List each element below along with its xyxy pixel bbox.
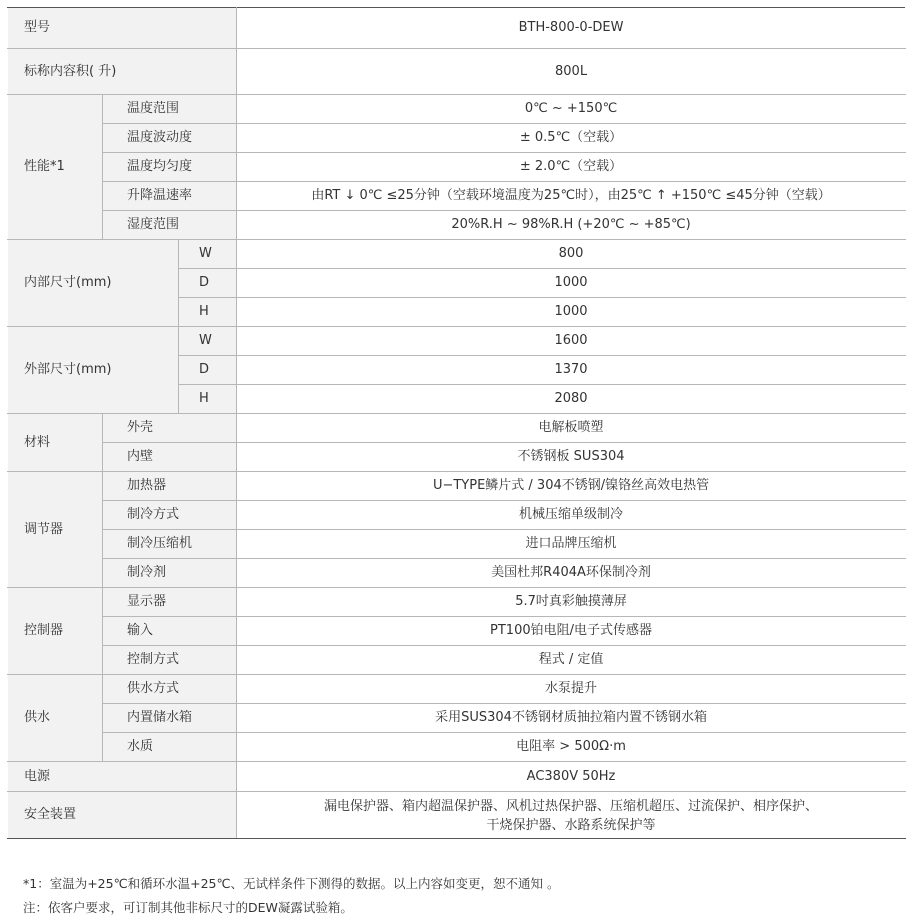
row-regulator-1 bbox=[8, 472, 906, 501]
controller-item-label: 输入 bbox=[103, 617, 237, 646]
inner-size-dim-label: H bbox=[179, 298, 237, 327]
water-supply-item-label: 内置储水箱 bbox=[103, 704, 237, 733]
model-label: 型号 bbox=[8, 8, 237, 49]
controller-item-value: 程式 / 定值 bbox=[237, 646, 906, 675]
regulator-item-value: U−TYPE鳞片式 / 304不锈钢/镍铬丝高效电热管 bbox=[237, 472, 906, 501]
footnote-2: 注：依客户要求，可订制其他非标尺寸的DEW凝露试验箱。 bbox=[23, 900, 353, 915]
regulator-item-label: 制冷剂 bbox=[103, 559, 237, 588]
row-water-3 bbox=[8, 733, 906, 762]
row-controller-1 bbox=[8, 588, 906, 617]
performance-item-value: ± 0.5℃（空载） bbox=[237, 124, 906, 153]
regulator-item-value: 美国杜邦R404A环保制冷剂 bbox=[237, 559, 906, 588]
performance-label: 性能*1 bbox=[8, 95, 103, 240]
safety-label: 安全装置 bbox=[8, 792, 237, 839]
regulator-item-label: 制冷方式 bbox=[103, 501, 237, 530]
inner-size-dim-label: D bbox=[179, 269, 237, 298]
outer-size-dim-value: 1370 bbox=[237, 356, 906, 385]
controller-item-label: 控制方式 bbox=[103, 646, 237, 675]
controller-item-label: 显示器 bbox=[103, 588, 237, 617]
performance-item-value: 由RT ↓ 0℃ ≤25分钟（空载环境温度为25℃时），由25℃ ↑ +150℃ ≤45分钟（空载） bbox=[237, 182, 906, 211]
inner-size-dim-value: 1000 bbox=[237, 298, 906, 327]
material-item-value: 不锈钢板 SUS304 bbox=[237, 443, 906, 472]
water-supply-item-value: 水泵提升 bbox=[237, 675, 906, 704]
inner-size-label: 内部尺寸(mm) bbox=[8, 240, 179, 327]
water-supply-item-label: 水质 bbox=[103, 733, 237, 762]
performance-item-label: 温度范围 bbox=[103, 95, 237, 124]
outer-size-dim-label: D bbox=[179, 356, 237, 385]
row-power bbox=[8, 762, 906, 792]
material-item-label: 内壁 bbox=[103, 443, 237, 472]
safety-value bbox=[237, 792, 906, 839]
model-value: BTH-800-0-DEW bbox=[237, 8, 906, 49]
power-value: AC380V 50Hz bbox=[237, 762, 906, 792]
material-item-label: 外壳 bbox=[103, 414, 237, 443]
regulator-item-value: 进口品牌压缩机 bbox=[237, 530, 906, 559]
performance-item-value: 20%R.H ~ 98%R.H (+20℃ ~ +85℃) bbox=[237, 211, 906, 240]
performance-item-value: 0℃ ~ +150℃ bbox=[237, 95, 906, 124]
material-label: 材料 bbox=[8, 414, 103, 472]
safety-value-line-2: 干烧保护器、水路系统保护等 bbox=[486, 818, 656, 833]
capacity-value: 800L bbox=[237, 49, 906, 95]
row-outer-w bbox=[8, 327, 906, 356]
row-capacity bbox=[8, 49, 906, 95]
outer-size-dim-label: H bbox=[179, 385, 237, 414]
row-controller-3 bbox=[8, 646, 906, 675]
performance-item-label: 湿度范围 bbox=[103, 211, 237, 240]
outer-size-dim-value: 2080 bbox=[237, 385, 906, 414]
outer-size-label: 外部尺寸(mm) bbox=[8, 327, 179, 414]
row-regulator-2 bbox=[8, 501, 906, 530]
row-controller-2 bbox=[8, 617, 906, 646]
row-material-2 bbox=[8, 443, 906, 472]
performance-item-label: 升降温速率 bbox=[103, 182, 237, 211]
performance-item-label: 温度波动度 bbox=[103, 124, 237, 153]
safety-value-line-1: 漏电保护器、箱内超温保护器、风机过热保护器、压缩机超压、过流保护、相序保护、 bbox=[324, 799, 819, 814]
outer-size-dim-value: 1600 bbox=[237, 327, 906, 356]
footnote-1: *1：室温为+25℃和循环水温+25℃、无试样条件下测得的数据。以上内容如变更，恕不通知 。 bbox=[23, 876, 560, 891]
row-performance-1 bbox=[8, 95, 906, 124]
spec-table bbox=[7, 7, 906, 839]
power-label: 电源 bbox=[8, 762, 237, 792]
row-performance-5 bbox=[8, 211, 906, 240]
row-water-2 bbox=[8, 704, 906, 733]
outer-size-dim-label: W bbox=[179, 327, 237, 356]
controller-item-value: PT100铂电阻/电子式传感器 bbox=[237, 617, 906, 646]
row-inner-w bbox=[8, 240, 906, 269]
regulator-label: 调节器 bbox=[8, 472, 103, 588]
water-supply-item-value: 采用SUS304不锈钢材质抽拉箱内置不锈钢水箱 bbox=[237, 704, 906, 733]
controller-item-value: 5.7吋真彩触摸薄屏 bbox=[237, 588, 906, 617]
water-supply-label: 供水 bbox=[8, 675, 103, 762]
regulator-item-label: 制冷压缩机 bbox=[103, 530, 237, 559]
controller-label: 控制器 bbox=[8, 588, 103, 675]
row-performance-2 bbox=[8, 124, 906, 153]
row-regulator-4 bbox=[8, 559, 906, 588]
row-safety bbox=[8, 792, 906, 839]
capacity-label: 标称内容积( 升) bbox=[8, 49, 237, 95]
inner-size-dim-value: 1000 bbox=[237, 269, 906, 298]
row-performance-4 bbox=[8, 182, 906, 211]
regulator-item-value: 机械压缩单级制冷 bbox=[237, 501, 906, 530]
water-supply-item-value: 电阻率 > 500Ω·m bbox=[237, 733, 906, 762]
inner-size-dim-label: W bbox=[179, 240, 237, 269]
regulator-item-label: 加热器 bbox=[103, 472, 237, 501]
inner-size-dim-value: 800 bbox=[237, 240, 906, 269]
performance-item-label: 温度均匀度 bbox=[103, 153, 237, 182]
row-water-1 bbox=[8, 675, 906, 704]
row-performance-3 bbox=[8, 153, 906, 182]
water-supply-item-label: 供水方式 bbox=[103, 675, 237, 704]
row-regulator-3 bbox=[8, 530, 906, 559]
material-item-value: 电解板喷塑 bbox=[237, 414, 906, 443]
row-model bbox=[8, 8, 906, 49]
performance-item-value: ± 2.0℃（空载） bbox=[237, 153, 906, 182]
row-material-1 bbox=[8, 414, 906, 443]
